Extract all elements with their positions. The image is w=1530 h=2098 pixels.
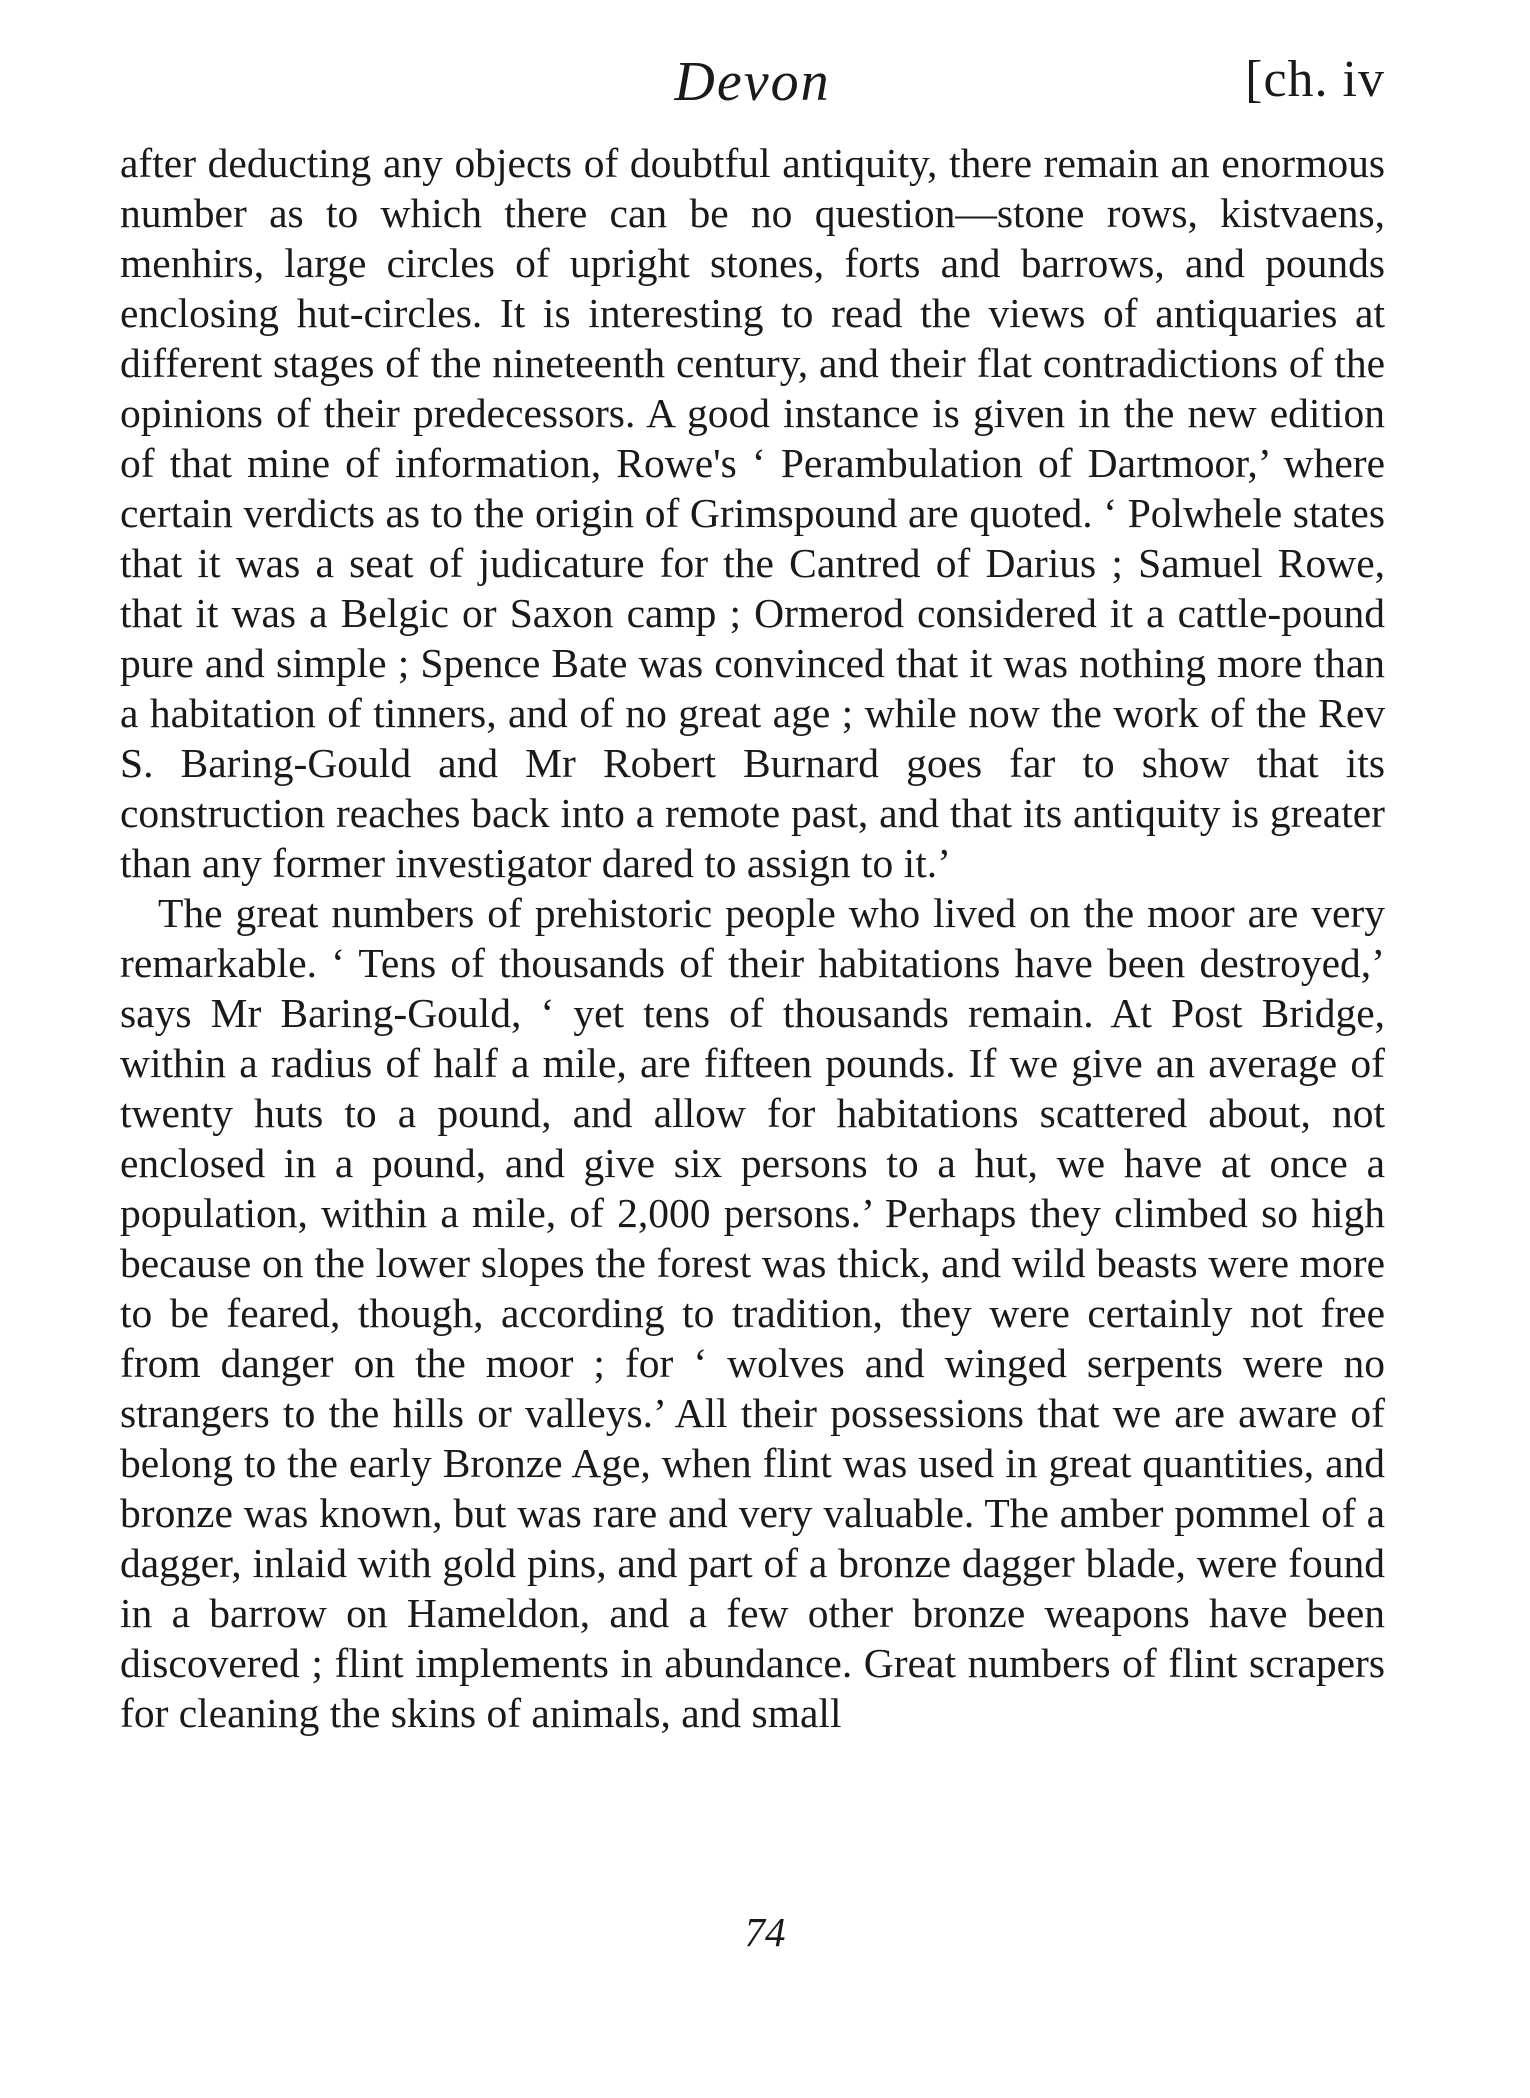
paragraph-continued: after deducting any objects of doubtful antiquity, there remain an enormous number as to which there can be no question—stone rows, kistvaens, menhirs, large circles of upright stones, forts and barrows, and pounds enclosing hut-circles. It is interesting to read the views of antiquaries at different stages of the nineteenth century, and their flat contradictions of the opinions of their predecessors. A good instance is given in the new edition of that mine of information, Rowe's ‘ Perambulation of Dartmoor,’ where certain verdicts as to the origin of Grimspound are quoted. ‘ Polwhele states that it was a seat of judicature for the Cantred of Darius ; Samuel Rowe, that it was a Belgic or Saxon camp ; Ormerod considered it a cattle-pound pure and simple ; Spence Bate was convinced that it was nothing more than a habitation of tinners, and of no great age ; while now the work of the Rev S. Baring-Gould and Mr Robert Burnard goes far to show that its construction reaches back into a remote past, and that its antiquity is greater than any former investigator dared to assign to it.’: [120, 140, 1385, 886]
chapter-reference: [ch. iv: [1245, 51, 1385, 108]
page-number: 74: [744, 1909, 786, 1955]
running-title: Devon: [674, 51, 831, 113]
body-text: [120, 138, 1385, 1738]
running-head: [120, 50, 1385, 130]
paragraph: The great numbers of prehistoric people who lived on the moor are very remarkable. ‘ Tens of thousands of their habitations have been destroyed,’ says Mr Baring-Gould, ‘ yet tens of thousands remain. At Post Bridge, within a radius of half a mile, are fifteen pounds. If we give an average of twenty huts to a pound, and allow for habitations scattered about, not enclosed in a pound, and give six persons to a hut, we have at once a population, within a mile, of 2,000 persons.’ Perhaps they climbed so high because on the lower slopes the forest was thick, and wild beasts were more to be feared, though, according to tradition, they were certainly not free from danger on the moor ; for ‘ wolves and winged serpents were no strangers to the hills or valleys.’ All their possessions that we are aware of belong to the early Bronze Age, when flint was used in great quantities, and bronze was known, but was rare and very valuable. The amber pommel of a dagger, inlaid with gold pins, and part of a bronze dagger blade, were found in a barrow on Hameldon, and a few other bronze weapons have been discovered ; flint implements in abundance. Great numbers of flint scrapers for cleaning the skins of animals, and small: [120, 890, 1385, 1736]
